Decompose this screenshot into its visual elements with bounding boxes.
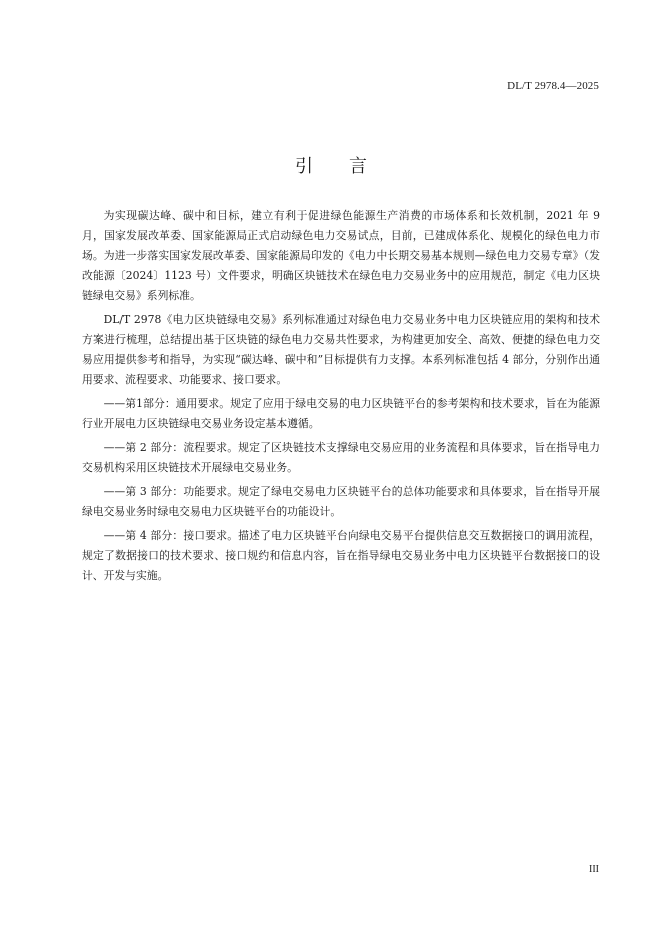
standard-code: DL/T 2978.4—2025 — [507, 80, 599, 92]
page-number: III — [589, 864, 599, 875]
page-title: 引言 — [295, 156, 403, 177]
paragraph-part-2: ——第 2 部分：流程要求。规定了区块链技术支撑绿电交易应用的业务流程和具体要求，旨在指导电力交易机构采用区块链技术开展绿电交易业务。 — [82, 441, 600, 474]
paragraph-part-1: ——第1部分：通用要求。规定了应用于绿电交易的电力区块链平台的参考架构和技术要求，旨在为能源行业开展电力区块链绿电交易业务设定基本遵循。 — [82, 397, 600, 430]
paragraph-part-4: ——第 4 部分：接口要求。描述了电力区块链平台向绿电交易平台提供信息交互数据接口的调用流程，规定了数据接口的技术要求、接口规约和信息内容，旨在指导绿电交易业务中电力区块链平台数据接口的设计、开发与实施。 — [82, 529, 600, 582]
paragraph-series-overview: DL/T 2978《电力区块链绿电交易》系列标准通过对绿色电力交易业务中电力区块链应用的架构和技术方案进行梳理，总结提出基于区块链的绿色电力交易共性要求，为构建更加安全、高效、便捷的绿色电力交易应用提供参考和指导，为实现“碳达峰、碳中和”目标提供有力支撑。本系列标准包括 4 部分，分别作出通用要求、流程要求、功能要求、接口要求。 — [82, 313, 600, 386]
body-text — [82, 206, 600, 590]
paragraph-part-3: ——第 3 部分：功能要求。规定了绿电交易电力区块链平台的总体功能要求和具体要求，旨在指导开展绿电交易业务时绿电交易电力区块链平台的功能设计。 — [82, 485, 600, 518]
paragraph-background: 为实现碳达峰、碳中和目标，建立有利于促进绿色能源生产消费的市场体系和长效机制，2021 年 9 月，国家发展改革委、国家能源局正式启动绿色电力交易试点，目前，已建成体系化、规模化的绿色电力市场。为进一步落实国家发展改革委、国家能源局印发的《电力中长期交易基本规则—绿色电力交易专章》（发改能源〔2024〕1123 号）文件要求，明确区块链技术在绿色电力交易业务中的应用规范，制定《电力区块链绿电交易》系列标准。 — [82, 209, 600, 302]
